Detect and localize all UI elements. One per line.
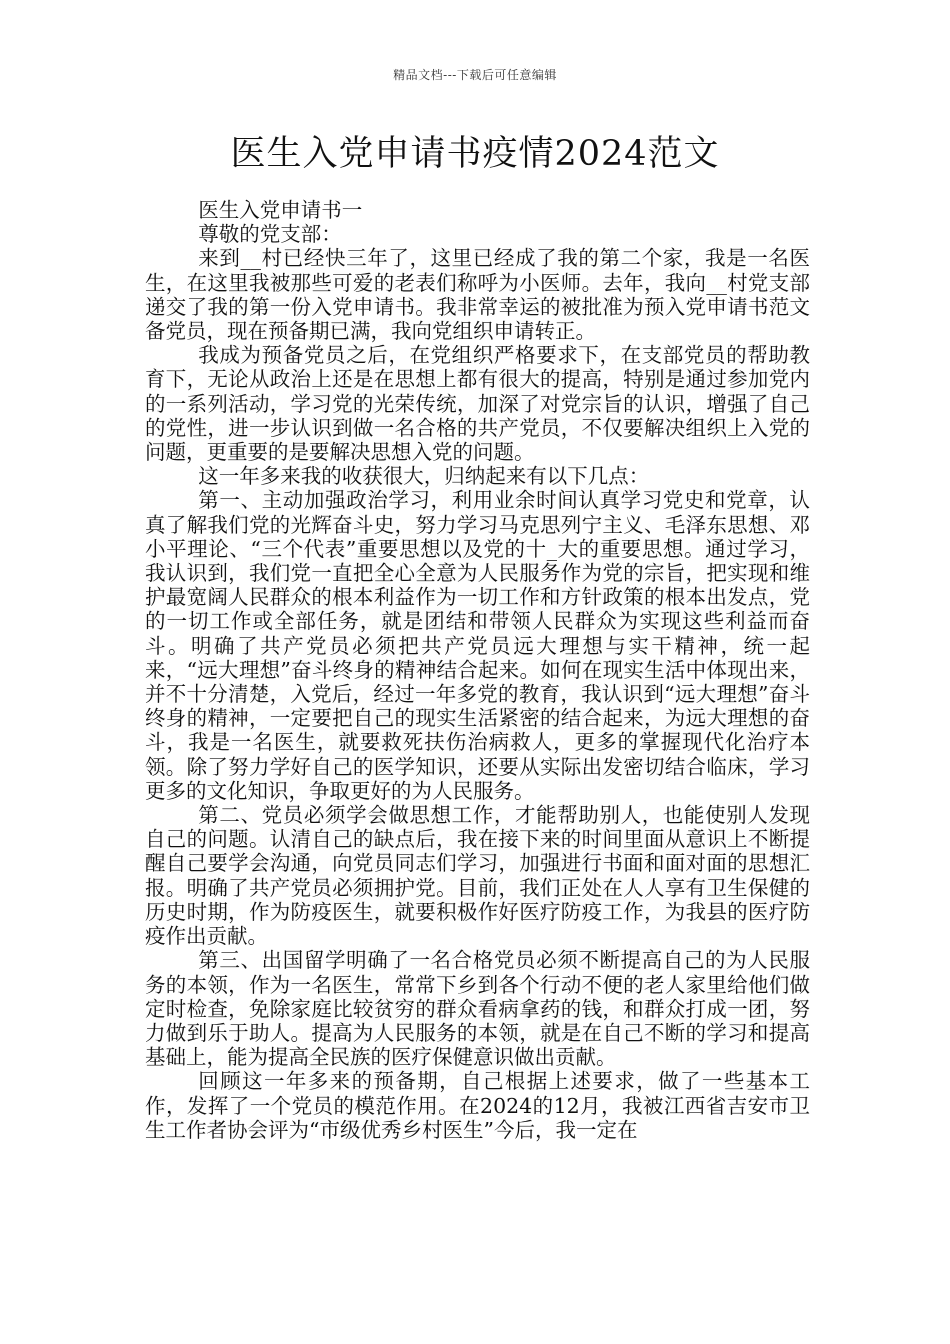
paragraph-heading: 医生入党申请书一 (198, 198, 363, 222)
paragraph: 回顾这一年多来的预备期，自己根据上述要求，做了一些基本工作，发挥了一个党员的模范作用。在2024的12月，我被江西省吉安市卫生工作者协会评为“市级优秀乡村医生”今后，我一定在 (145, 1069, 810, 1142)
paragraph: 第一、主动加强政治学习，利用业余时间认真学习党史和党章，认真了解我们党的光辉奋斗史，努力学习马克思列宁主义、毛泽东思想、邓小平理论、“三个代表”重要思想以及党的十_大的重要思想。通过学习，我认识到，我们党一直把全心全意为人民服务作为党的宗旨，把实现和维护最宽阔人民群众的根本利益作为一切工作和方针政策的根本出发点，党的一切工作或全部任务，就是团结和带领人民群众为实现这些利益而奋斗。明确了共产党员必须把共产党员远大理想与实干精神，统一起来，“远大理想”奋斗终身的精神结合起来。如何在现实生活中体现出来，并不十分清楚，入党后，经过一年多党的教育，我认识到“远大理想”奋斗终身的精神，一定要把自己的现实生活紧密的结合起来，为远大理想的奋斗，我是一名医生，就要救死扶伤治病救人，更多的掌握现代化治疗本领。除了努力学好自己的医学知识，还要从实际出发密切结合临床，学习更多的文化知识，争取更好的为人民服务。 (145, 488, 810, 803)
paragraph: 这一年多来我的收获很大，归纳起来有以下几点： (198, 464, 650, 489)
paragraph: 我成为预备党员之后，在党组织严格要求下，在支部党员的帮助教育下，无论从政治上还是在思想上都有很大的提高，特别是通过参加党内的一系列活动，学习党的光荣传统，加深了对党宗旨的认识，增强了自己的党性，进一步认识到做一名合格的共产党员，不仅要解决组织上入党的问题，更重要的是要解决思想入党的问题。 (145, 343, 810, 465)
document-title: 医生入党申请书疫情2024范文 (230, 134, 720, 174)
paragraph: 第二、党员必须学会做思想工作，才能帮助别人，也能使别人发现自己的问题。认清自己的缺点后，我在接下来的时间里面从意识上不断提醒自己要学会沟通，向党员同志们学习，加强进行书面和面对面的思想汇报。明确了共产党员必须拥护党。目前，我们正处在人人享有卫生保健的历史时期，作为防疫医生，就要积极作好医疗防疫工作，为我县的医疗防疫作出贡献。 (145, 803, 810, 949)
document-body (145, 198, 810, 1142)
paragraph-salutation: 尊敬的党支部： (198, 222, 342, 247)
header-note: 精品文档---下载后可任意编辑 (393, 68, 557, 82)
paragraph: 第三、出国留学明确了一名合格党员必须不断提高自己的为人民服务的本领，作为一名医生，常常下乡到各个行动不便的老人家里给他们做定时检查，免除家庭比较贫穷的群众看病拿药的钱，和群众打成一团，努力做到乐于助人。提高为人民服务的本领，就是在自己不断的学习和提高基础上，能为提高全民族的医疗保健意识做出贡献。 (145, 948, 810, 1070)
paragraph: 来到__村已经快三年了，这里已经成了我的第二个家，我是一名医生，在这里我被那些可爱的老表们称呼为小医师。去年，我向__村党支部递交了我的第一份入党申请书。我非常幸运的被批准为预入党申请书范文备党员，现在预备期已满，我向党组织申请转正。 (145, 246, 810, 344)
